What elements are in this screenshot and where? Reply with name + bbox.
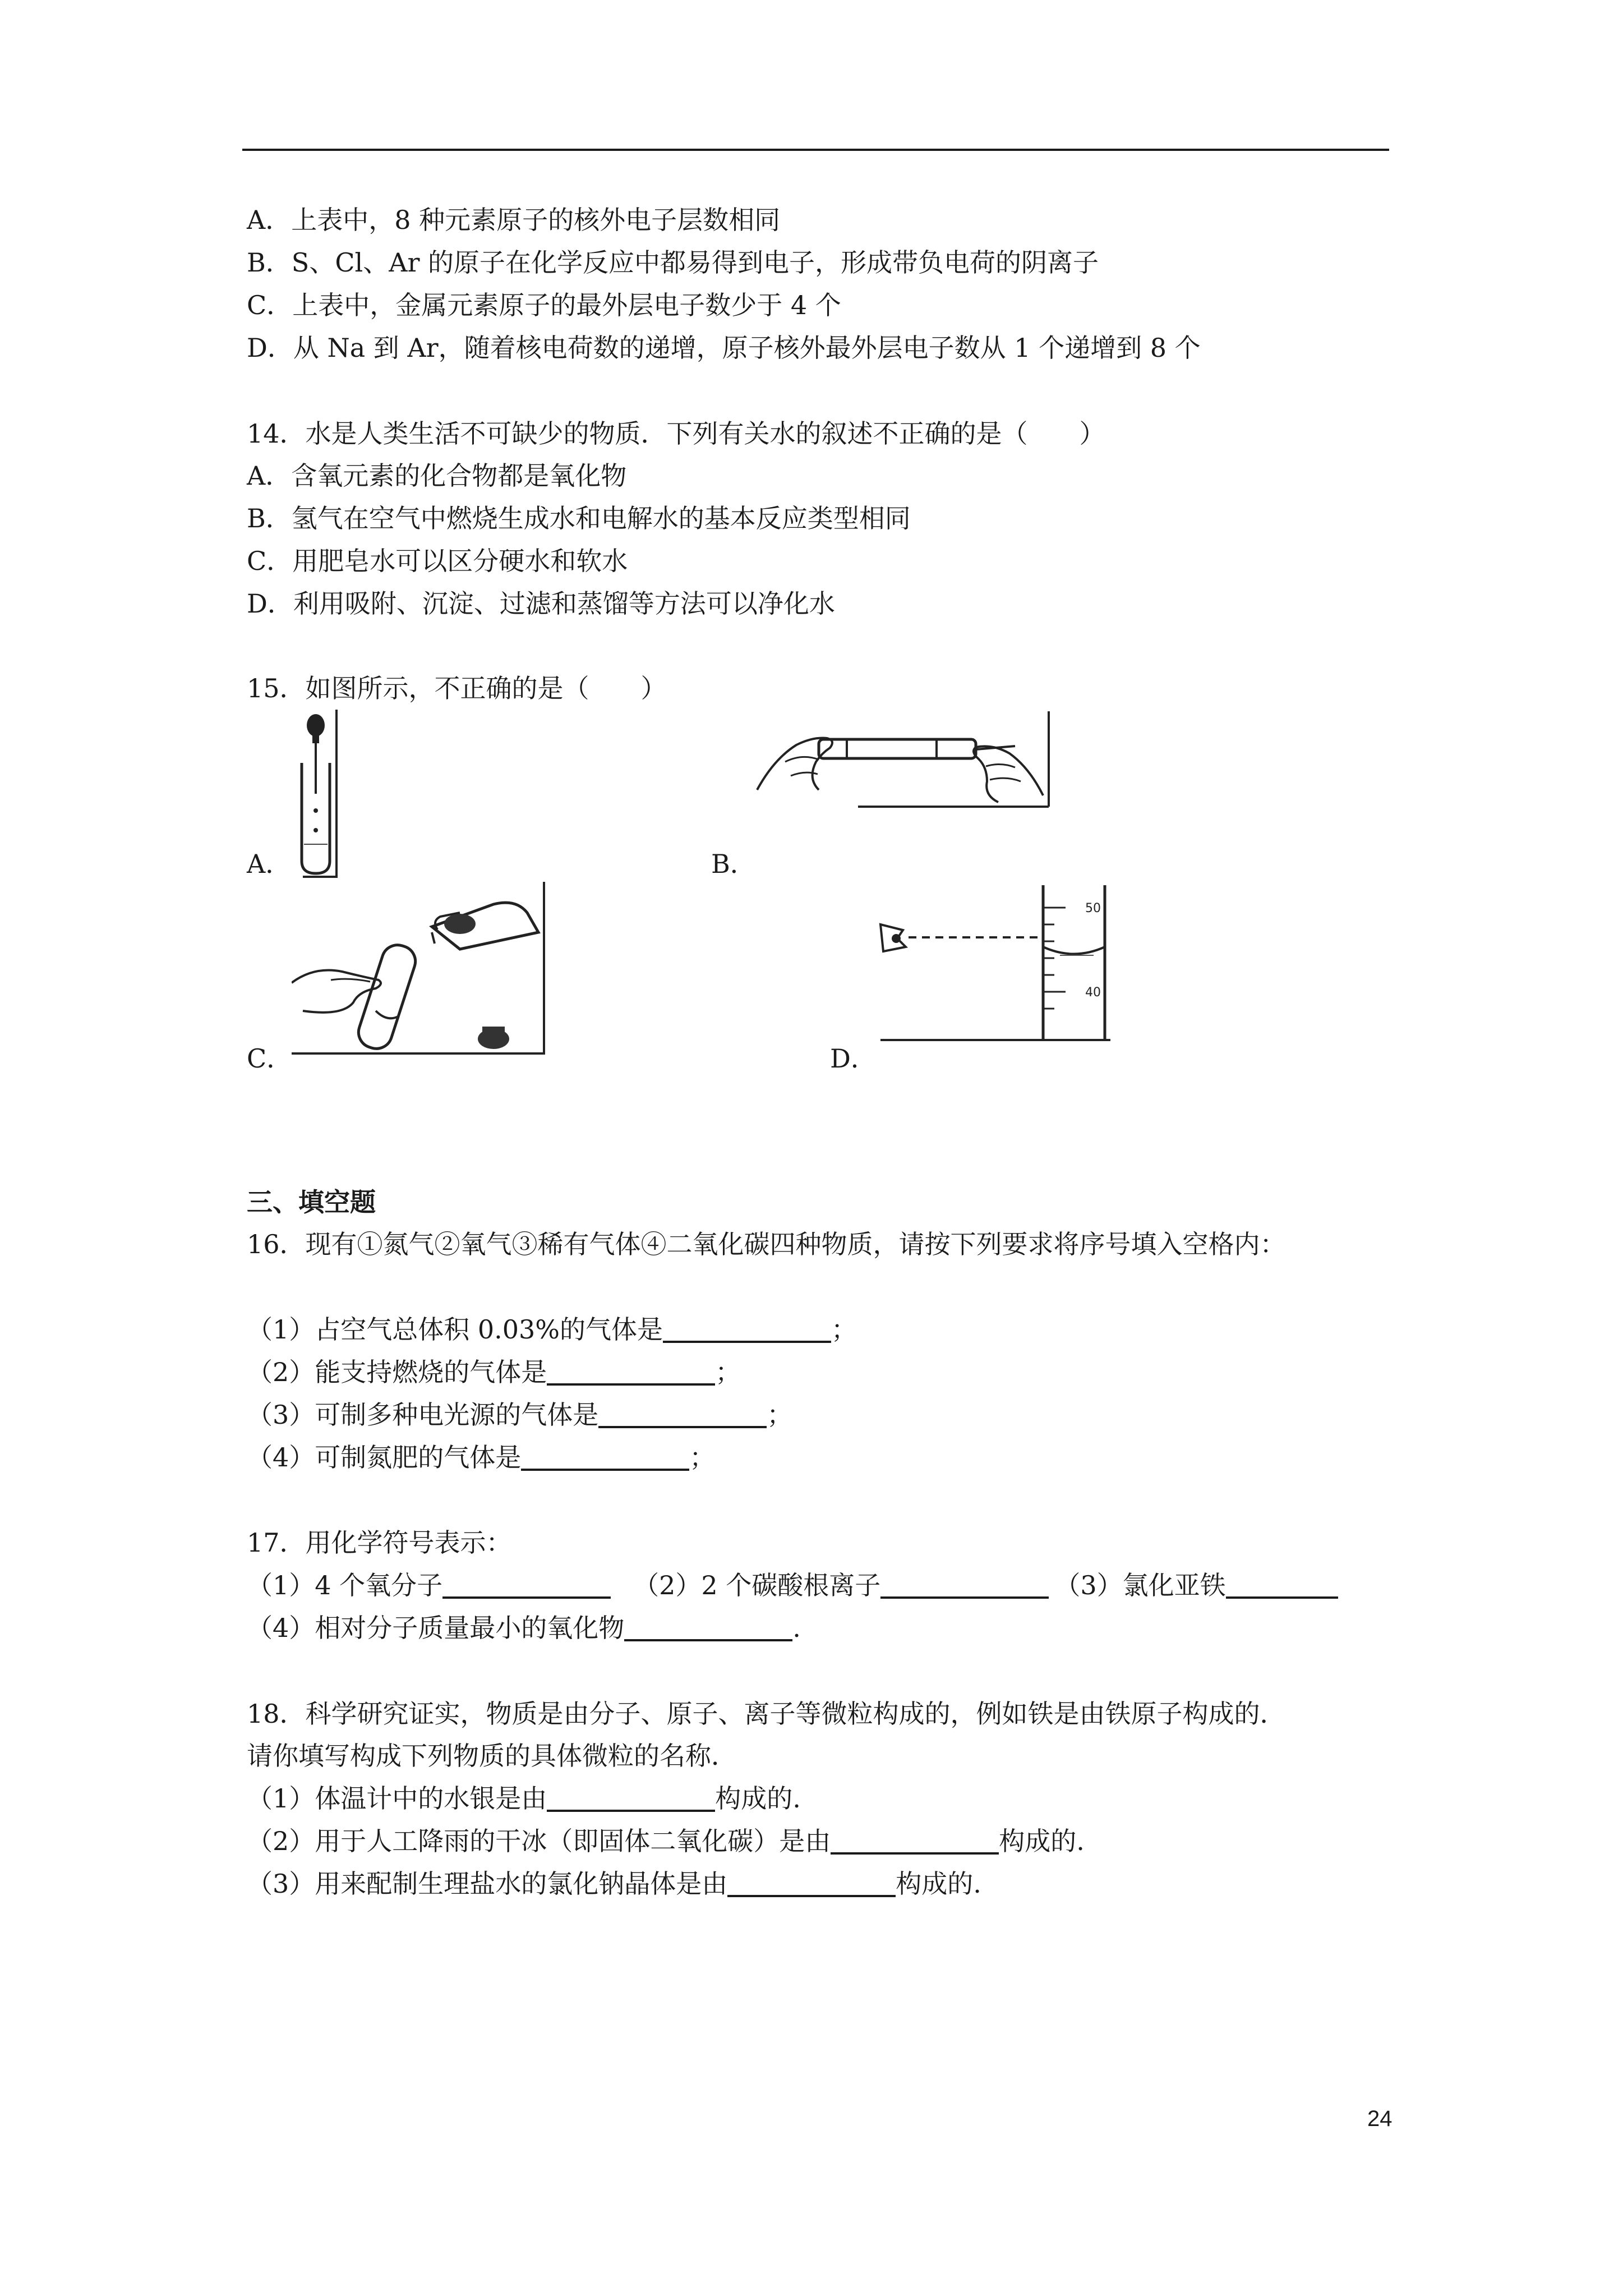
q14-option-b: B．氢气在空气中燃烧生成水和电解水的基本反应类型相同 [247,503,911,533]
q16-item-1-end: ； [831,1314,857,1345]
q13-option-c: C．上表中，金属元素原子的最外层电子数少于 4 个 [247,290,841,320]
q16-blank-4[interactable] [521,1444,689,1471]
q14-option-c: C．用肥皂水可以区分硬水和软水 [247,546,628,576]
q17-item-2-text: （2）2 个碳酸根离子 [633,1570,881,1600]
q16-item-2-text: （2）能支持燃烧的气体是 [247,1357,547,1387]
cylinder-mark-50: 50 [1085,901,1101,915]
q18-item-3-end: 构成的. [896,1869,981,1899]
dropper-test-tube-figure [292,710,342,878]
q18-item-2-text: （2）用于人工降雨的干冰（即固体二氧化碳）是由 [247,1826,831,1856]
q18-item-1 [247,1782,801,1815]
q16-blank-2[interactable] [547,1359,715,1386]
q18-item-1-end: 构成的. [715,1783,801,1814]
q17-item-4-end: . [792,1613,801,1643]
q14-stem: 14．水是人类生活不可缺少的物质．下列有关水的叙述不正确的是（ ） [247,418,1105,449]
header-rule [242,149,1389,151]
q18-item-2 [247,1824,1085,1858]
q17-item-1-text: （1）4 个氧分子 [247,1570,443,1600]
q17-item-4-text: （4）相对分子质量最小的氧化物 [247,1613,625,1643]
page-number: 24 [1367,2106,1393,2131]
q16-item-3 [247,1398,792,1432]
q17-row-1 [247,1568,1338,1602]
section-3-heading: 三、填空题 [247,1187,376,1217]
q16-item-2-end: ； [715,1357,741,1387]
figure-c-label: C． [247,1043,293,1074]
q18-blank-3[interactable] [727,1870,896,1897]
hands-holding-tube-figure [751,706,1054,812]
q16-item-1-text: （1）占空气总体积 0.03%的气体是 [247,1314,663,1345]
figure-a-label: A． [247,849,292,879]
q16-item-1 [247,1313,857,1346]
q16-item-4-end: ； [689,1442,716,1473]
q16-item-3-text: （3）可制多种电光源的气体是 [247,1400,599,1430]
q14-option-d: D．利用吸附、沉淀、过滤和蒸馏等方法可以净化水 [247,588,835,619]
pouring-liquid-figure [292,882,550,1056]
q18-blank-2[interactable] [831,1828,999,1855]
figure-d-label: D． [830,1043,877,1074]
q15-stem: 15．如图所示，不正确的是（ ） [247,673,667,703]
q17-blank-2[interactable] [880,1572,1049,1599]
q17-blank-4[interactable] [624,1614,792,1641]
q18-item-1-text: （1）体温计中的水银是由 [247,1783,547,1814]
q16-blank-1[interactable] [663,1316,831,1343]
q17-stem: 17．用化学符号表示： [247,1527,512,1558]
q16-blank-3[interactable] [598,1401,767,1428]
q13-option-d: D．从 Na 到 Ar，随着核电荷数的递增，原子核外最外层电子数从 1 个递增到 8 个 [247,333,1201,363]
q13-option-a: A．上表中，8 种元素原子的核外电子层数相同 [247,205,781,235]
q18-item-2-end: 构成的. [999,1826,1085,1856]
q17-item-3-text: （3）氯化亚铁 [1054,1570,1226,1600]
q17-blank-3[interactable] [1226,1572,1338,1599]
q18-item-3-text: （3）用来配制生理盐水的氯化钠晶体是由 [247,1869,728,1899]
q16-item-4-text: （4）可制氮肥的气体是 [247,1442,522,1473]
q16-item-2 [247,1355,741,1389]
cylinder-mark-40: 40 [1085,986,1101,1000]
graduated-cylinder-reading-figure [875,885,1116,1042]
q17-row-2 [247,1611,801,1645]
q16-stem: 16．现有①氮气②氧气③稀有气体④二氧化碳四种物质，请按下列要求将序号填入空格内： [247,1229,1286,1259]
q16-item-3-end: ； [767,1400,793,1430]
q18-item-3 [247,1867,981,1901]
q14-option-a: A．含氧元素的化合物都是氧化物 [247,461,627,491]
q13-option-b: B．S、Cl、Ar 的原子在化学反应中都易得到电子，形成带负电荷的阴离子 [247,247,1099,278]
q18-stem-line-1: 18．科学研究证实，物质是由分子、原子、离子等微粒构成的，例如铁是由铁原子构成的． [247,1699,1286,1729]
q17-blank-1[interactable] [442,1572,611,1599]
q18-blank-1[interactable] [547,1785,715,1812]
q18-stem-line-2: 请你填写构成下列物质的具体微粒的名称． [247,1741,737,1771]
figure-b-label: B． [711,849,756,879]
q16-item-4 [247,1441,715,1474]
